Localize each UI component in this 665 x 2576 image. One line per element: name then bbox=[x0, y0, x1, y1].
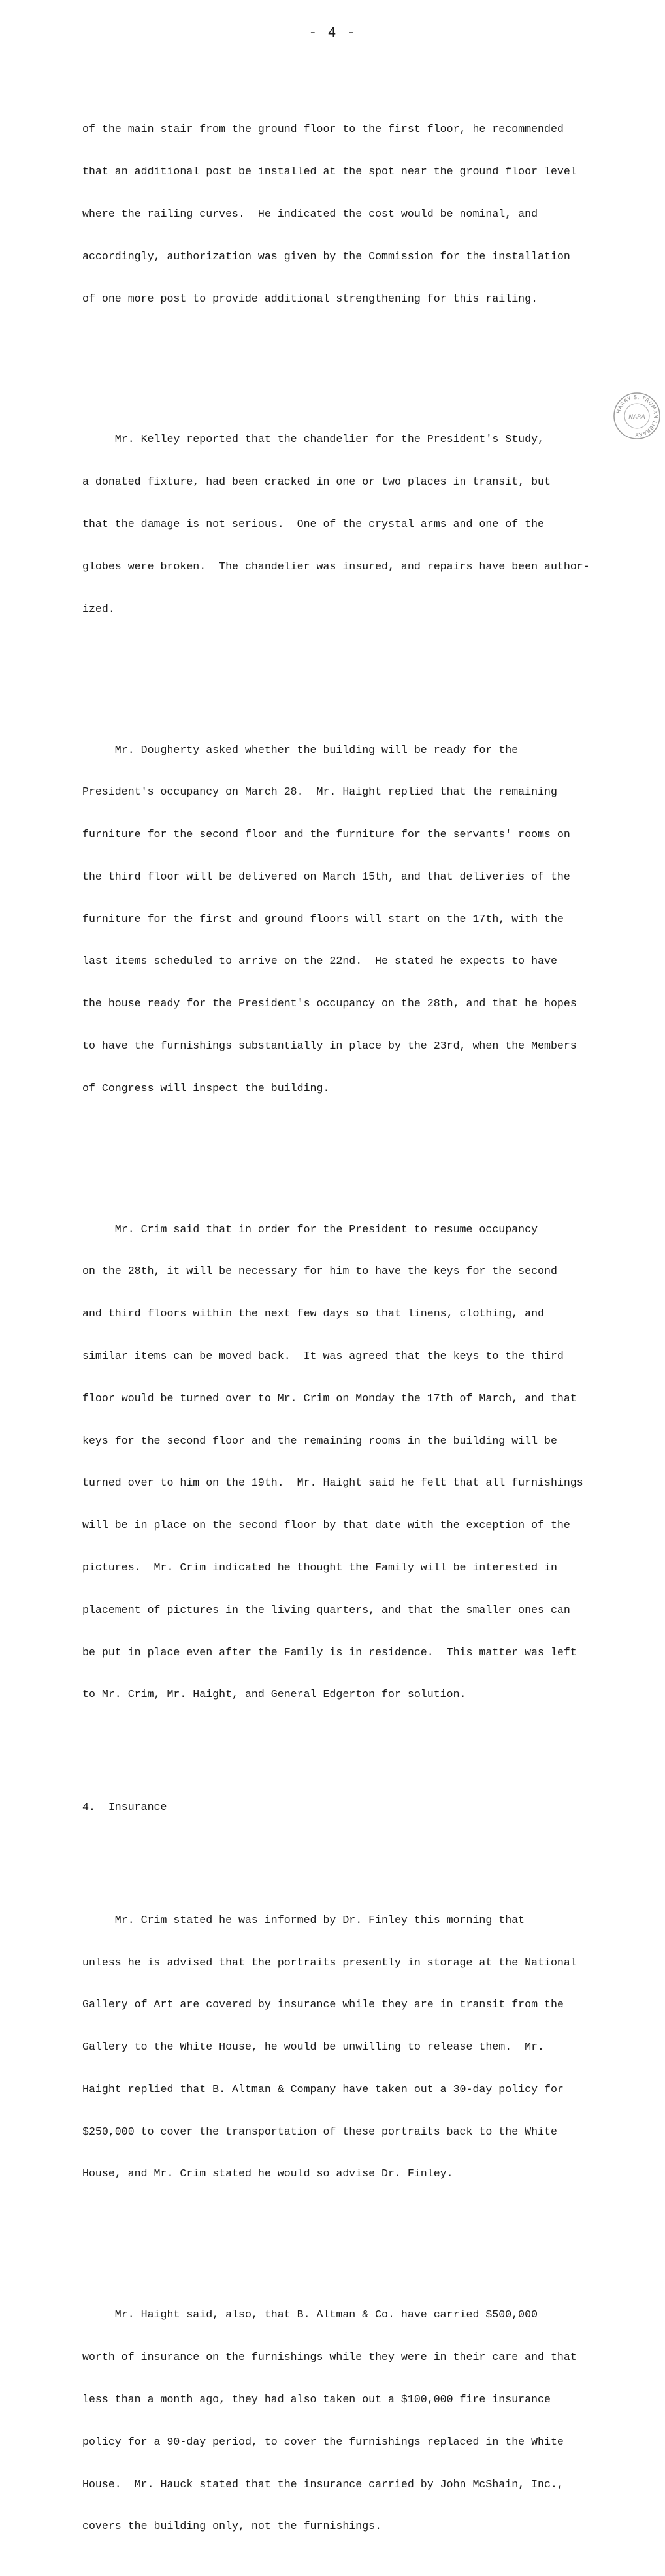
text-line: House. Mr. Hauck stated that the insurance carried by John McShain, Inc., bbox=[82, 2477, 564, 2490]
section-title: Insurance bbox=[108, 1801, 167, 1814]
text-line: similar items can be moved back. It was agreed that the keys to the third bbox=[82, 1350, 564, 1363]
text-line: accordingly, authorization was given by the Commission for the installation bbox=[82, 249, 570, 262]
section-heading bbox=[82, 1800, 611, 1815]
text-line: Mr. Kelley reported that the chandelier for the President's Study, bbox=[82, 433, 545, 446]
text-line: ized. bbox=[82, 602, 115, 615]
text-line: covers the building only, not the furnishings. bbox=[82, 2520, 382, 2533]
text-line: unless he is advised that the portraits presently in storage at the National bbox=[82, 1956, 577, 1969]
text-line: President's occupancy on March 28. Mr. Haight replied that the remaining bbox=[82, 786, 557, 799]
text-line: House, and Mr. Crim stated he would so advise Dr. Finley. bbox=[82, 2167, 453, 2180]
text-line: placement of pictures in the living quarters, and that the smaller ones can bbox=[82, 1603, 570, 1616]
svg-text:HARRY S. TRUMAN LIBRARY: HARRY S. TRUMAN LIBRARY bbox=[615, 394, 659, 438]
text-line: that the damage is not serious. One of the crystal arms and one of the bbox=[82, 518, 545, 530]
text-line: of the main stair from the ground floor to the first floor, he recommended bbox=[82, 123, 564, 136]
text-line: to have the furnishings substantially in place by the 23rd, when the Members bbox=[82, 1039, 577, 1052]
text-line: turned over to him on the 19th. Mr. Haight said he felt that all furnishings bbox=[82, 1476, 583, 1489]
text-line: the third floor will be delivered on March 15th, and that deliveries of the bbox=[82, 870, 570, 883]
text-line: Mr. Crim said that in order for the President to resume occupancy bbox=[82, 1222, 538, 1235]
paragraph-gap bbox=[82, 673, 611, 687]
text-line: furniture for the second floor and the furniture for the servants' rooms on bbox=[82, 828, 570, 841]
document-body bbox=[82, 66, 611, 2576]
text-line: policy for a 90-day period, to cover the furnishings replaced in the White bbox=[82, 2435, 564, 2448]
text-line: worth of insurance on the furnishings while they were in their care and that bbox=[82, 2351, 577, 2364]
text-line: last items scheduled to arrive on the 22nd. He stated he expects to have bbox=[82, 955, 557, 968]
paragraph-keys bbox=[82, 1194, 611, 1730]
text-line: Gallery of Art are covered by insurance while they are in transit from the bbox=[82, 1998, 564, 2011]
text-line: where the railing curves. He indicated the cost would be nominal, and bbox=[82, 207, 538, 220]
text-line: $250,000 to cover the transportation of these portraits back to the White bbox=[82, 2125, 557, 2138]
text-line: Mr. Dougherty asked whether the building will be ready for the bbox=[82, 743, 519, 756]
page-number: - 4 - bbox=[308, 26, 357, 41]
text-line: the house ready for the President's occupancy on the 28th, and that he hopes bbox=[82, 997, 577, 1010]
text-line: and third floors within the next few days so that linens, clothing, and bbox=[82, 1307, 545, 1320]
library-stamp-seal bbox=[613, 392, 661, 440]
paragraph-occupancy bbox=[82, 714, 611, 1123]
paragraph-furnishings-insurance bbox=[82, 2280, 611, 2562]
paragraph-gap bbox=[82, 362, 611, 376]
text-line: on the 28th, it will be necessary for him to have the keys for the second bbox=[82, 1265, 557, 1278]
paragraph-portraits-insurance bbox=[82, 1885, 611, 2210]
text-line: floor would be turned over to Mr. Crim on Monday the 17th of March, and that bbox=[82, 1391, 577, 1405]
text-line: less than a month ago, they had also taken out a $100,000 fire insurance bbox=[82, 2393, 551, 2406]
svg-text:NARA: NARA bbox=[628, 414, 645, 421]
paragraph-gap bbox=[82, 1758, 611, 1772]
text-line: of one more post to provide additional strengthening for this railing. bbox=[82, 292, 538, 305]
text-line: globes were broken. The chandelier was insured, and repairs have been author- bbox=[82, 560, 590, 573]
text-line: that an additional post be installed at the spot near the ground floor level bbox=[82, 165, 577, 178]
text-line: Gallery to the White House, he would be unwilling to release them. Mr. bbox=[82, 2041, 545, 2054]
text-line: pictures. Mr. Crim indicated he thought the Family will be interested in bbox=[82, 1561, 557, 1574]
text-line: Mr. Haight said, also, that B. Altman & Co. have carried $500,000 bbox=[82, 2308, 538, 2321]
paragraph-stair-railing bbox=[82, 94, 611, 334]
paragraph-gap bbox=[82, 1152, 611, 1166]
text-line: Haight replied that B. Altman & Company have taken out a 30-day policy for bbox=[82, 2082, 564, 2095]
text-line: keys for the second floor and the remaining rooms in the building will be bbox=[82, 1434, 557, 1447]
text-line: be put in place even after the Family is in residence. This matter was left bbox=[82, 1646, 577, 1659]
paragraph-gap bbox=[82, 1843, 611, 1857]
text-line: Mr. Crim stated he was informed by Dr. Finley this morning that bbox=[82, 1913, 525, 1926]
text-line: furniture for the first and ground floors will start on the 17th, with the bbox=[82, 912, 564, 925]
text-line: a donated fixture, had been cracked in one or two places in transit, but bbox=[82, 475, 551, 488]
paragraph-gap bbox=[82, 2237, 611, 2251]
text-line: will be in place on the second floor by that date with the exception of the bbox=[82, 1519, 570, 1532]
text-line: to Mr. Crim, Mr. Haight, and General Edgerton for solution. bbox=[82, 1688, 466, 1701]
text-line: of Congress will inspect the building. bbox=[82, 1081, 330, 1094]
paragraph-chandelier bbox=[82, 404, 611, 644]
section-number: 4. bbox=[82, 1801, 95, 1814]
